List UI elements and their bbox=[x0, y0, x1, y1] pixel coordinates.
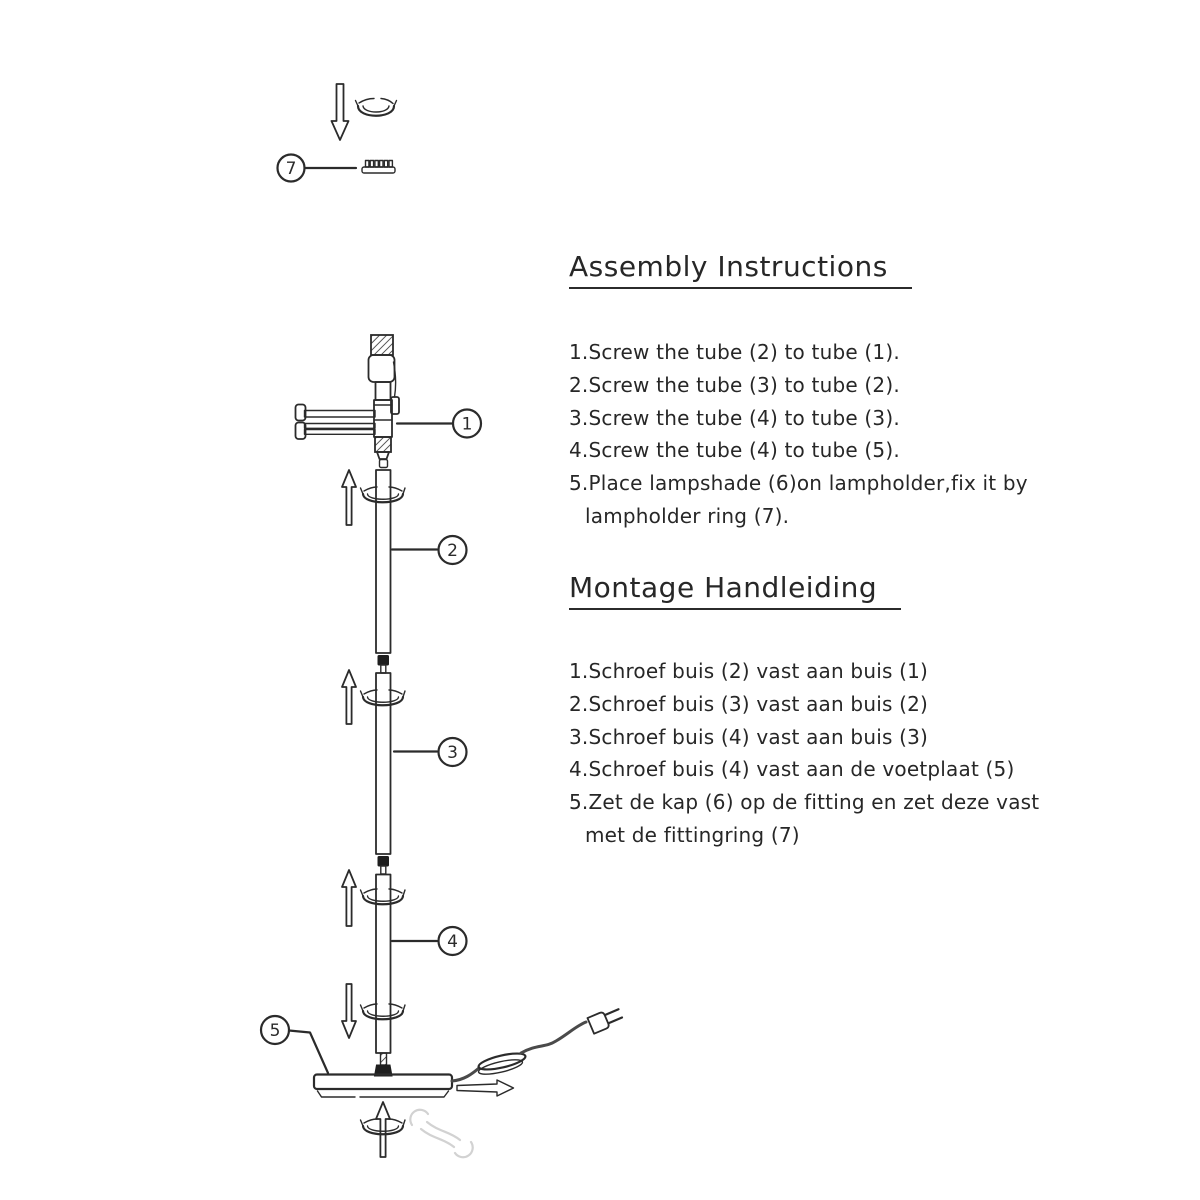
push-down-arrow-icon bbox=[332, 84, 349, 140]
step-line: 5.Zet de kap (6) op de fitting en zet deze vast bbox=[569, 790, 1040, 815]
arm-bar bbox=[305, 430, 376, 435]
slide-right-arrow-icon bbox=[457, 1080, 514, 1096]
assembly-instructions-title: Assembly Instructions bbox=[569, 250, 912, 289]
callout-1-number: 1 bbox=[461, 414, 473, 435]
rotation-ring bbox=[361, 889, 406, 904]
up-arrow-icon bbox=[342, 870, 356, 926]
arm-bar bbox=[305, 411, 376, 418]
leader-line bbox=[289, 1031, 328, 1074]
rotate-icon-bottom bbox=[361, 1119, 406, 1134]
callout-5 bbox=[261, 1016, 328, 1073]
step-line: 4.Screw the tube (4) to tube (5). bbox=[569, 438, 900, 463]
step-line: 1.Schroef buis (2) vast aan buis (1) bbox=[569, 659, 929, 683]
step-line: 4.Schroef buis (4) vast aan de voetplaat (5) bbox=[569, 757, 1015, 782]
cord-coil bbox=[477, 1050, 526, 1077]
up-arrow-icon bbox=[342, 470, 356, 525]
rotation-ring bbox=[361, 690, 406, 705]
callout-7 bbox=[278, 155, 357, 182]
callout-4 bbox=[392, 927, 467, 955]
step-line: 1.Screw the tube (2) to tube (1). bbox=[569, 340, 900, 364]
tube-1-assembly bbox=[369, 335, 400, 468]
down-arrow-icon bbox=[342, 984, 356, 1038]
callout-5-number: 5 bbox=[269, 1021, 281, 1041]
tube-connector bbox=[380, 460, 388, 468]
lampholder-ring-part bbox=[362, 161, 395, 174]
assembly-steps-nl bbox=[569, 655, 1039, 852]
tube-1-tip bbox=[377, 452, 389, 459]
callout-2-number: 2 bbox=[447, 541, 458, 561]
lampholder-socket bbox=[369, 355, 395, 382]
montage-handleiding-title: Montage Handleiding bbox=[569, 571, 901, 610]
rotation-ring bbox=[361, 487, 406, 502]
callout-7-number: 7 bbox=[285, 159, 297, 179]
tube-1-neck bbox=[376, 382, 391, 400]
callout-4-number: 4 bbox=[447, 932, 458, 952]
tube-2 bbox=[376, 470, 391, 653]
threaded-cap bbox=[371, 335, 393, 355]
step-line: 3.Schroef buis (4) vast aan buis (3) bbox=[569, 724, 929, 749]
callout-3-number: 3 bbox=[447, 743, 458, 763]
callout-3 bbox=[394, 738, 467, 766]
assembly-steps-en bbox=[569, 336, 1028, 533]
base-plate bbox=[314, 1075, 452, 1098]
callout-1 bbox=[397, 410, 481, 438]
base-screw-stub bbox=[381, 1053, 387, 1065]
step-line-continuation: met de fittingring (7) bbox=[585, 822, 800, 847]
tube-3 bbox=[376, 673, 391, 854]
arm-bar bbox=[305, 424, 376, 429]
rotate-icon-top bbox=[356, 99, 397, 116]
rotation-ring bbox=[361, 1004, 406, 1019]
tube-2-3-connector bbox=[378, 656, 389, 674]
up-arrow-icon bbox=[342, 670, 356, 724]
step-line: 2.Screw the tube (3) to tube (2). bbox=[569, 372, 900, 397]
step-line: 3.Screw the tube (4) to tube (3). bbox=[569, 405, 900, 430]
callout-2 bbox=[392, 536, 467, 564]
threaded-coupler bbox=[375, 437, 391, 452]
swing-arm bbox=[296, 405, 376, 440]
step-line-continuation: lampholder ring (7). bbox=[585, 503, 790, 528]
power-plug-icon bbox=[587, 1006, 623, 1034]
power-cord bbox=[452, 1006, 624, 1081]
step-line: 2.Schroef buis (3) vast aan buis (2) bbox=[569, 691, 929, 716]
screw-up-arrow-icon bbox=[376, 1102, 390, 1157]
wrench-icon bbox=[410, 1110, 472, 1157]
tube-3-4-connector bbox=[378, 857, 389, 875]
step-line: 5.Place lampshade (6)on lampholder,fix it by bbox=[569, 471, 1028, 496]
